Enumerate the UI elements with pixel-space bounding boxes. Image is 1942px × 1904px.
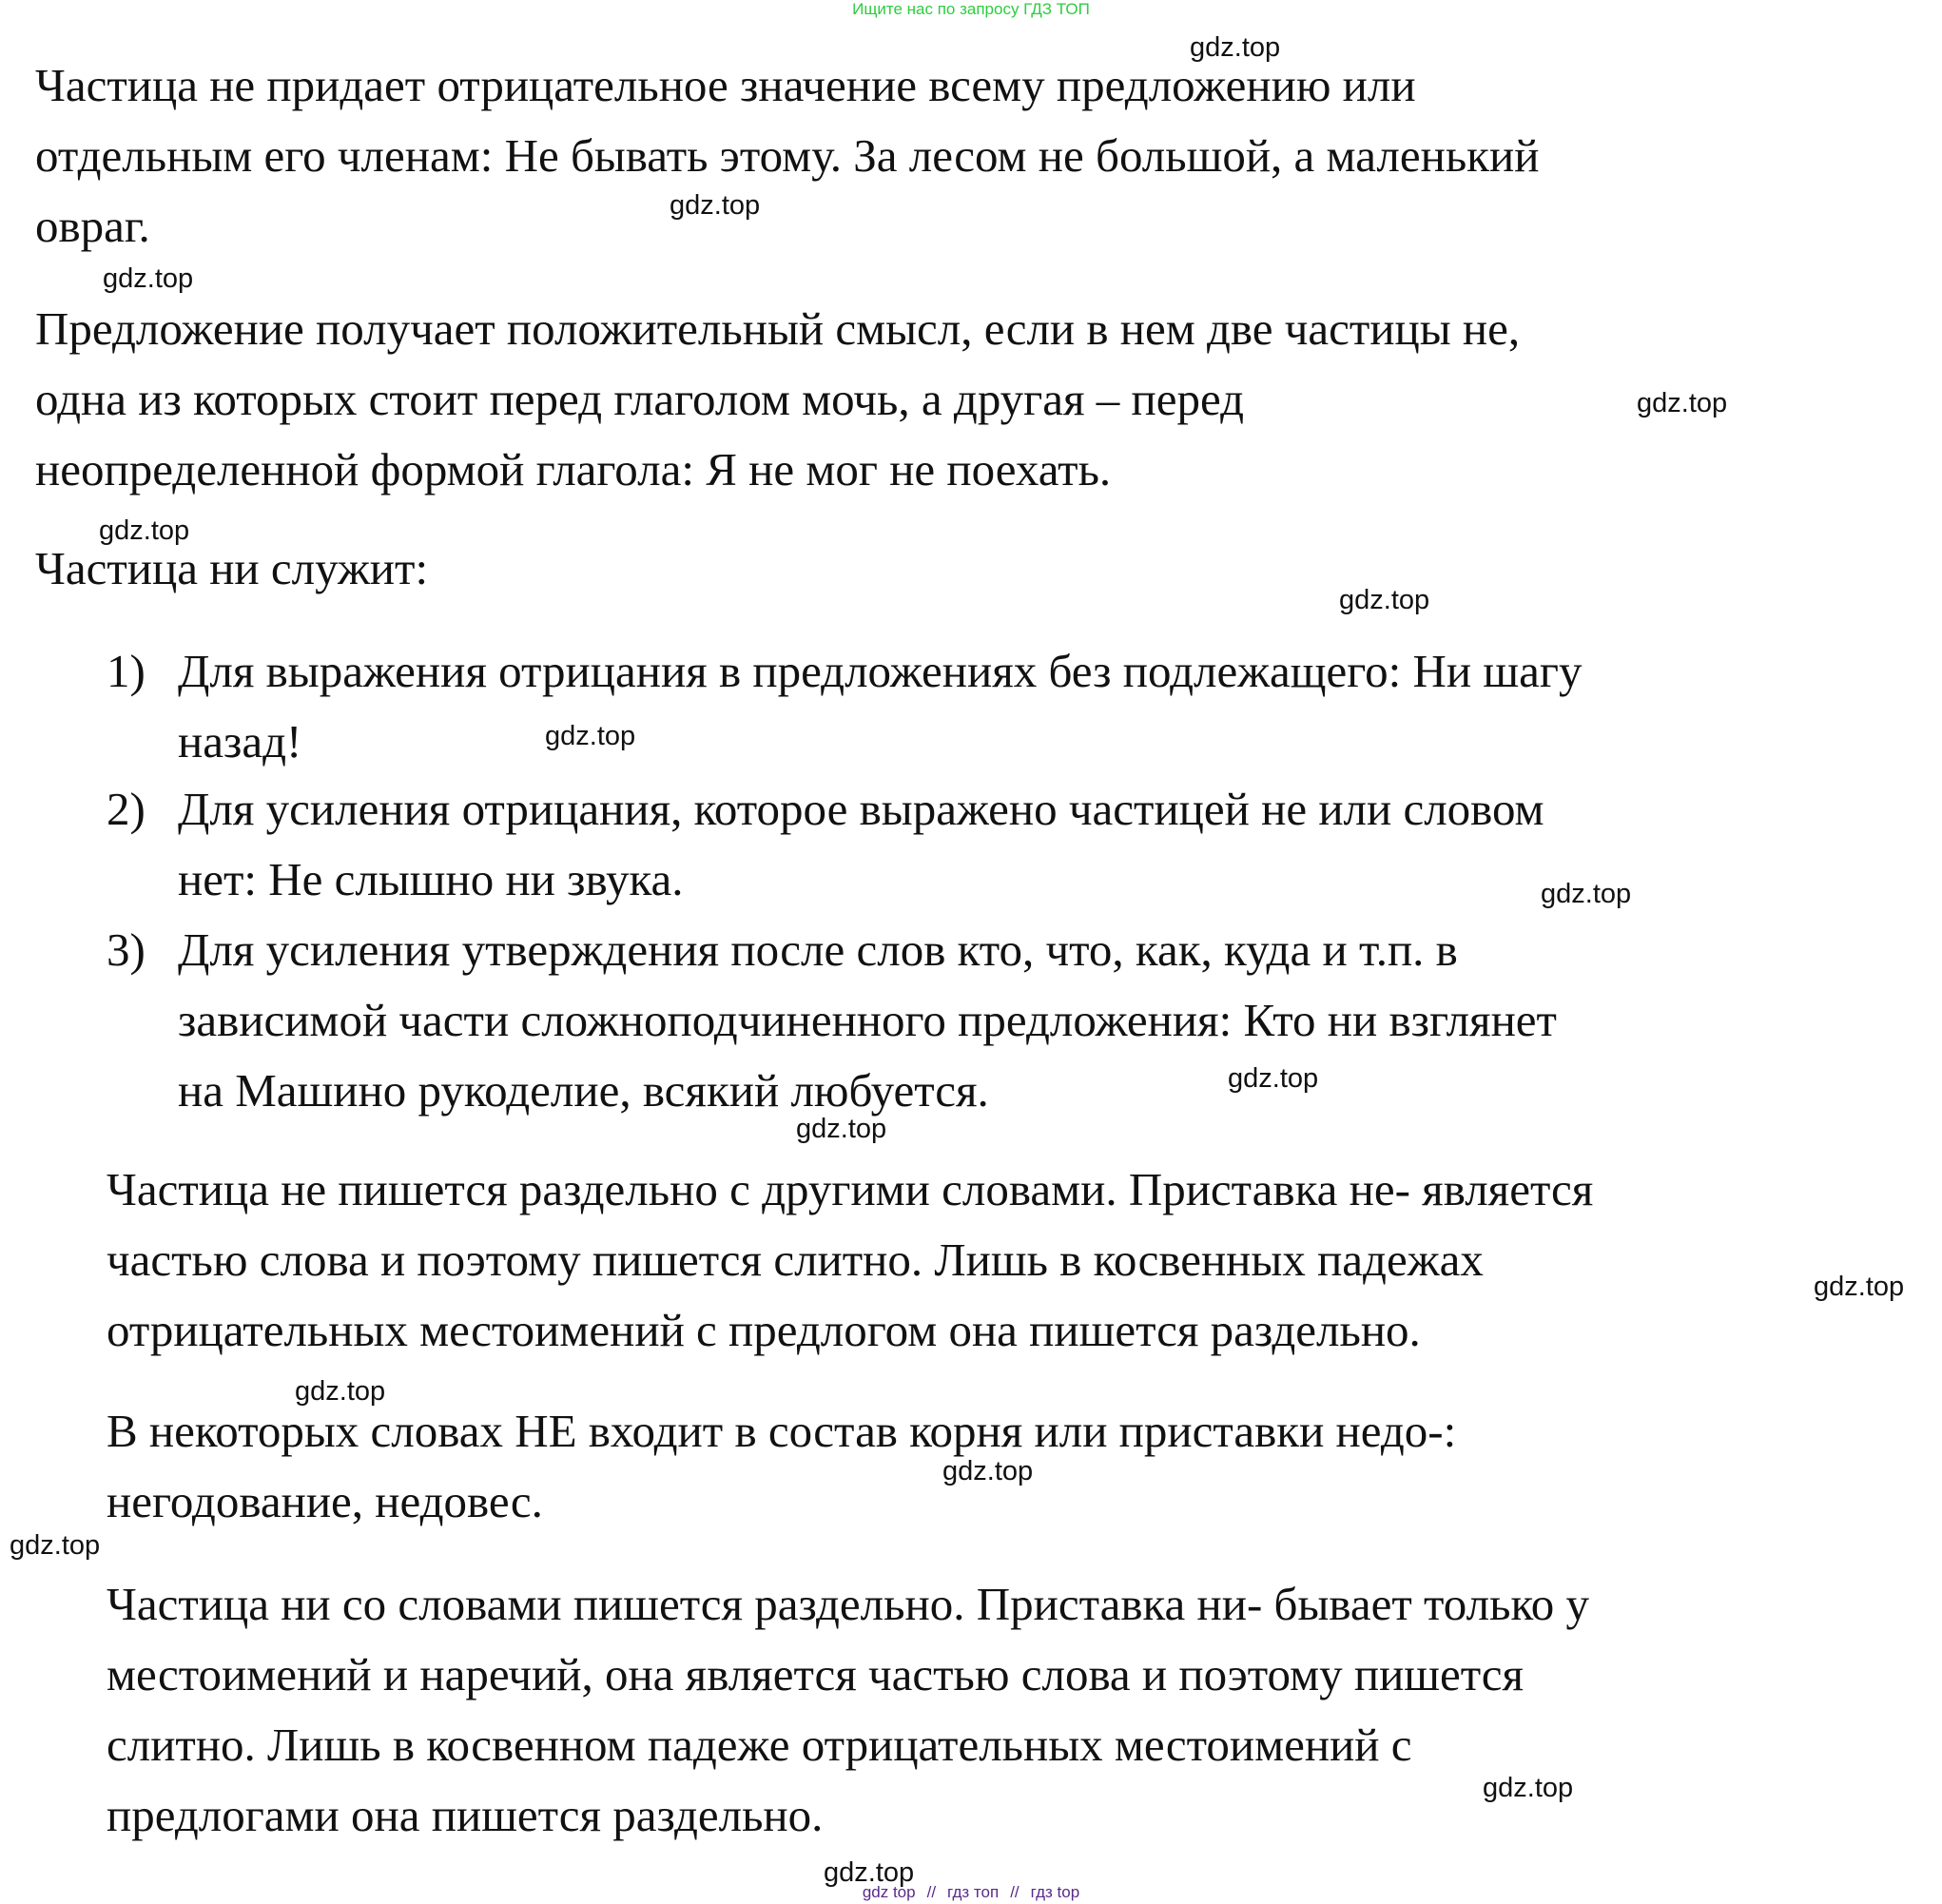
list-number: 3) [107, 923, 146, 976]
watermark: gdz.top [670, 190, 761, 221]
separator: // [1010, 1883, 1020, 1901]
text-line: овраг. [35, 200, 150, 252]
list-item [178, 636, 1582, 777]
watermark: gdz.top [295, 1376, 386, 1407]
text-line: отрицательных местоимений с предлогом она пишется раздельно. [107, 1304, 1421, 1356]
list-item [178, 774, 1544, 915]
paragraph [107, 1396, 1456, 1537]
list-item [178, 915, 1557, 1126]
text-line: Частица ни служит: [35, 542, 429, 594]
text-line: одна из которых стоит перед глаголом мочь, а другая – перед [35, 373, 1245, 425]
text-line: негодование, недовес. [107, 1475, 543, 1527]
list-number: 2) [107, 783, 146, 835]
text-line: В некоторых словах НЕ входит в состав корня или приставки недо-: [107, 1405, 1457, 1457]
paragraph [35, 294, 1520, 505]
text-line: зависимой части сложноподчиненного предложения: Кто ни взглянет [178, 994, 1557, 1046]
watermark: gdz.top [1637, 388, 1728, 418]
watermark: gdz.top [942, 1456, 1034, 1486]
paragraph [35, 534, 428, 604]
text-line: отдельным его членам: Не бывать этому. За лесом не большой, а маленький [35, 129, 1540, 182]
watermark: gdz.top [1339, 585, 1430, 615]
text-line: местоимений и наречий, она является частью слова и поэтому пишется [107, 1648, 1524, 1700]
watermark: gdz.top [1541, 879, 1632, 909]
watermark: gdz.top [796, 1114, 887, 1144]
watermark: gdz.top [1814, 1272, 1905, 1302]
footer-link[interactable]: gdz top [862, 1883, 916, 1901]
footer-links [0, 1883, 1942, 1902]
watermark: gdz.top [1483, 1773, 1574, 1803]
text-line: Для усиления отрицания, которое выражено частицей не или словом [178, 783, 1544, 835]
list-number: 1) [107, 645, 146, 697]
text-line: на Машино рукоделие, всякий любуется. [178, 1064, 989, 1117]
text-line: Частица ни со словами пишется раздельно. Приставка ни- бывает только у [107, 1578, 1590, 1630]
text-line: слитно. Лишь в косвенном падеже отрицательных местоимений с [107, 1719, 1412, 1771]
text-line: Частица не придает отрицательное значение всему предложению или [35, 59, 1416, 111]
footer-link[interactable]: гдз топ [947, 1883, 1000, 1901]
paragraph [107, 1569, 1589, 1851]
watermark: gdz.top [99, 515, 190, 546]
text-line: неопределенной формой глагола: Я не мог не поехать. [35, 443, 1112, 495]
text-line: Частица не пишется раздельно с другими словами. Приставка не- является [107, 1163, 1594, 1215]
text-line: предлогами она пишется раздельно. [107, 1789, 824, 1841]
watermark: gdz.top [103, 263, 194, 294]
search-hint-header: Ищите нас по запросу ГДЗ ТОП [852, 0, 1090, 18]
text-line: нет: Не слышно ни звука. [178, 853, 684, 905]
watermark: gdz.top [1228, 1063, 1319, 1094]
watermark: gdz.top [824, 1857, 915, 1888]
paragraph [107, 1155, 1593, 1366]
watermark: gdz.top [10, 1530, 101, 1561]
text-line: частью слова и поэтому пишется слитно. Лишь в косвенных падежах [107, 1234, 1484, 1286]
footer-link[interactable]: гдз top [1030, 1883, 1080, 1901]
text-line: назад! [178, 715, 302, 767]
text-line: Для выражения отрицания в предложениях без подлежащего: Ни шагу [178, 645, 1583, 697]
separator: // [926, 1883, 937, 1901]
watermark: gdz.top [1190, 32, 1281, 63]
paragraph [35, 50, 1539, 262]
text-line: Для усиления утверждения после слов кто, что, как, куда и т.п. в [178, 923, 1458, 976]
watermark: gdz.top [545, 721, 636, 751]
text-line: Предложение получает положительный смысл, если в нем две частицы не, [35, 302, 1521, 355]
